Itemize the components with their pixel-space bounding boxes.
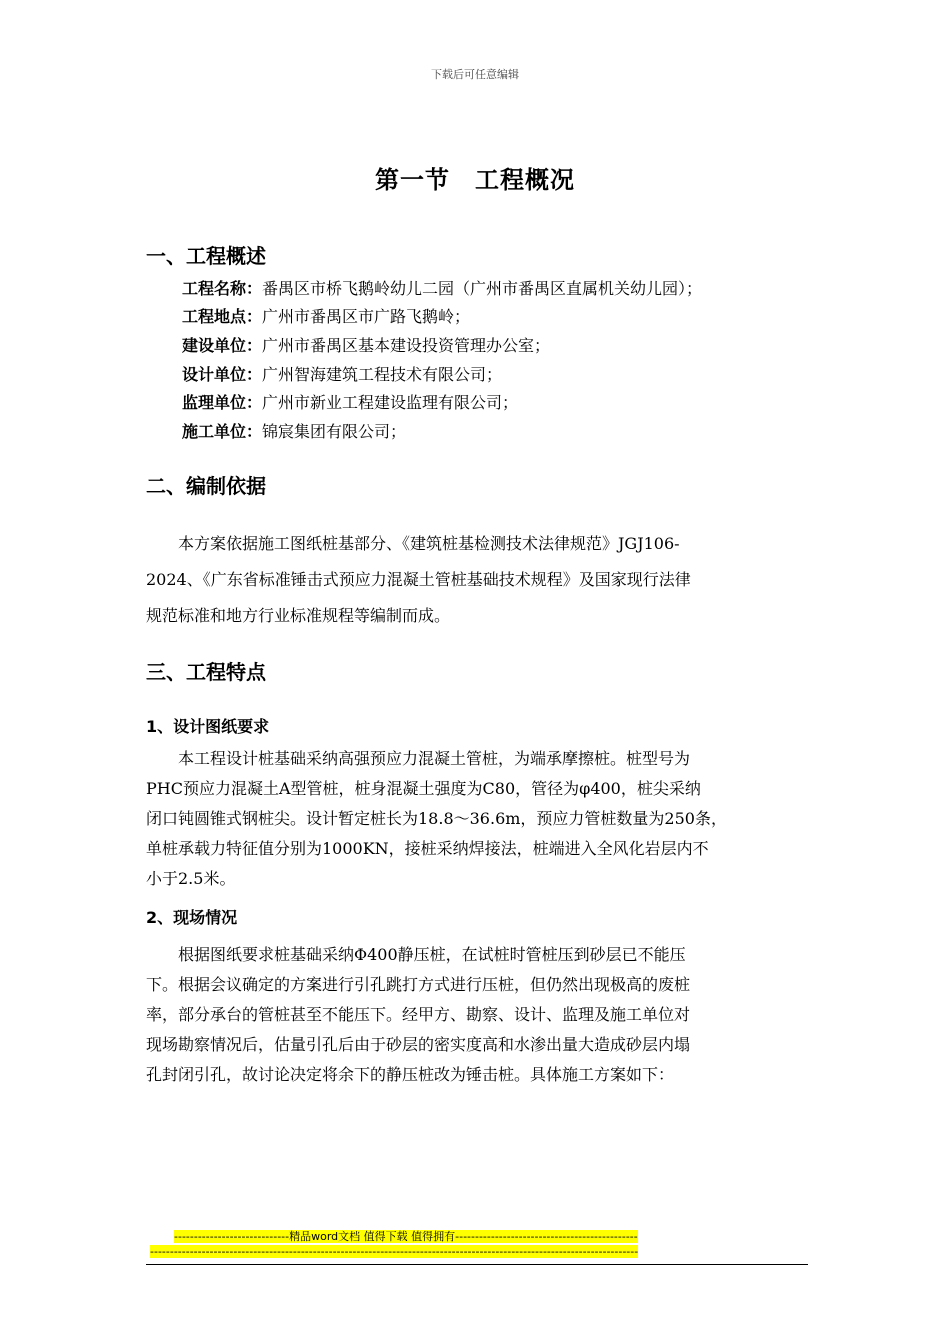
footer-rule: [146, 1264, 808, 1265]
info-value: 广州市番禺区市广路飞鹅岭；: [262, 307, 471, 326]
paragraph-line: 孔封闭引孔，故讨论决定将余下的静压桩改为锤击桩。具体施工方案如下：: [146, 1065, 675, 1084]
header-note: 下载后可任意编辑: [431, 68, 519, 81]
paragraph-line: 2024、《广东省标准锤击式预应力混凝土管桩基础技术规程》及国家现行法律: [146, 570, 691, 589]
paragraph-line: 闭口钝圆锥式钢桩尖。设计暂定桩长为18.8～36.6m，预应力管桩数量为250条，: [146, 809, 727, 828]
section3-heading: 三、工程特点: [146, 660, 266, 684]
info-label: 工程地点：: [182, 307, 263, 326]
footer-dash-line: ---------------------------------------------------------------------------------------------------------------------------: [150, 1245, 639, 1258]
paragraph-line: 小于2.5米。: [146, 869, 236, 888]
footer-banner-line2: [0, 1245, 800, 1258]
paragraph-line: 率，部分承台的管桩甚至不能压下。经甲方、勘察、设计、监理及施工单位对: [146, 1005, 691, 1024]
paragraph-line: 现场勘察情况后，估量引孔后由于砂层的密实度高和水渗出量大造成砂层内塌: [146, 1035, 691, 1054]
info-row-contractor: [182, 419, 406, 442]
paragraph-line: 单桩承载力特征值分别为1000KN，接桩采纳焊接法，桩端进入全风化岩层内不: [146, 839, 709, 858]
paragraph-line: PHC预应力混凝土A型管桩，桩身混凝土强度为C80，管径为φ400，桩尖采纳: [146, 779, 701, 798]
info-label: 施工单位：: [182, 422, 263, 441]
info-value: 广州市番禺区基本建设投资管理办公室；: [262, 336, 551, 355]
info-label: 设计单位：: [182, 365, 263, 384]
paragraph-line: 根据图纸要求桩基础采纳Φ400静压桩，在试桩时管桩压到砂层已不能压: [146, 945, 686, 964]
subsection1-heading: 1、设计图纸要求: [146, 717, 270, 736]
info-label: 工程名称：: [182, 279, 263, 298]
info-row-designer: [182, 362, 502, 385]
subsection2-heading: 2、现场情况: [146, 908, 238, 927]
paragraph-line: 规范标准和地方行业标准规程等编制而成。: [146, 606, 451, 625]
section1-heading: 一、工程概述: [146, 244, 266, 268]
footer-banner-text: -----------------------------精品word文档 值得下载 值得拥有----------------------------------------------: [174, 1230, 638, 1243]
section2-paragraph: [146, 526, 806, 634]
paragraph-line: 下。根据会议确定的方案进行引孔跳打方式进行压桩，但仍然出现极高的废桩: [146, 975, 691, 994]
paragraph-line: 本工程设计桩基础采纳高强预应力混凝土管桩，为端承摩擦桩。桩型号为: [146, 749, 691, 768]
info-value: 广州智海建筑工程技术有限公司；: [262, 365, 503, 384]
info-label: 建设单位：: [182, 336, 263, 355]
info-value: 广州市新业工程建设监理有限公司；: [262, 393, 519, 412]
paragraph-line: 本方案依据施工图纸桩基部分、《建筑桩基检测技术法律规范》JGJ106-: [146, 534, 680, 553]
info-row-supervisor: [182, 390, 518, 413]
info-row-location: [182, 304, 470, 327]
section2-heading: 二、编制依据: [146, 474, 266, 498]
info-value: 锦宸集团有限公司；: [262, 422, 407, 441]
subsection1-paragraph: [146, 744, 806, 894]
page-title: 第一节 工程概况: [375, 166, 575, 194]
info-value: 番禺区市桥飞鹅岭幼儿二园（广州市番禺区直属机关幼儿园）；: [262, 279, 703, 298]
info-row-project-name: [182, 276, 702, 299]
info-label: 监理单位：: [182, 393, 263, 412]
info-row-owner: [182, 333, 550, 356]
subsection2-paragraph: [146, 940, 806, 1090]
footer-banner-line1: [0, 1228, 950, 1244]
